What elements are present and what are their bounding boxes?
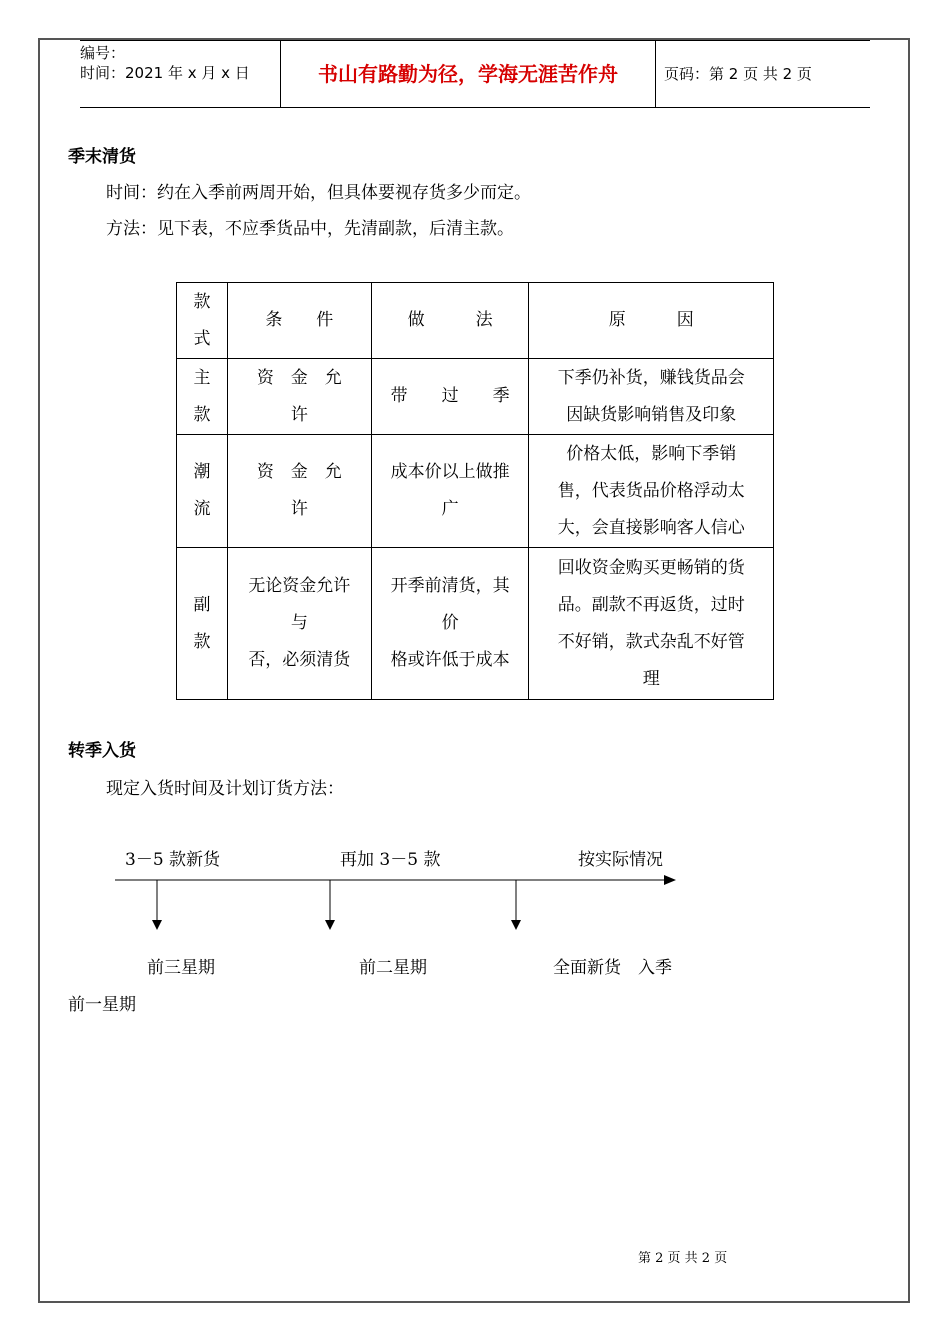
timeline-top-label: 3－5 款新货 bbox=[125, 850, 221, 870]
timeline-tick-arrow bbox=[152, 920, 162, 930]
table-cell: 价格太低，影响下季销 售，代表货品价格浮动太 大，会直接影响客人信心 bbox=[529, 435, 774, 548]
timeline-tick-arrow bbox=[511, 920, 521, 930]
table-header-cell: 做 法 bbox=[371, 283, 529, 359]
timeline-arrowhead bbox=[664, 875, 676, 885]
table-cell: 副 款 bbox=[177, 548, 228, 700]
table-cell: 资 金 允 许 bbox=[227, 435, 371, 548]
timeline-trailing-label: 前一星期 bbox=[68, 995, 136, 1015]
table-cell: 成本价以上做推 广 bbox=[371, 435, 529, 548]
table-cell: 无论资金允许 与 否，必须清货 bbox=[227, 548, 371, 700]
table-cell: 资 金 允 许 bbox=[227, 359, 371, 435]
table-cell: 主 款 bbox=[177, 359, 228, 435]
clearance-method-text: 方法：见下表，不应季货品中，先清副款，后清主款。 bbox=[106, 219, 514, 239]
section-title-clearance: 季末清货 bbox=[68, 147, 136, 167]
header-motto: 书山有路勤为径，学海无涯苦作舟 bbox=[280, 41, 656, 107]
table-header-cell: 款 式 bbox=[177, 283, 228, 359]
timeline-top-label: 再加 3－5 款 bbox=[340, 850, 441, 870]
table-header-cell: 原 因 bbox=[529, 283, 774, 359]
timeline-tick-arrow bbox=[325, 920, 335, 930]
document-date: 时间：2021 年 x 月 x 日 bbox=[80, 64, 250, 82]
timeline-top-label: 按实际情况 bbox=[578, 850, 663, 870]
page-footer: 第 2 页 共 2 页 bbox=[638, 1251, 728, 1266]
restock-intro-text: 现定入货时间及计划订货方法： bbox=[106, 779, 344, 799]
timeline-bottom-label: 全面新货 入季 bbox=[553, 958, 672, 978]
document-number: 编号： bbox=[80, 44, 126, 62]
clearance-time-text: 时间：约在入季前两周开始，但具体要视存货多少而定。 bbox=[106, 183, 531, 203]
table-cell: 带 过 季 bbox=[371, 359, 529, 435]
table-cell: 开季前清货，其 价 格或许低于成本 bbox=[371, 548, 529, 700]
table-header-cell: 条 件 bbox=[227, 283, 371, 359]
table-cell: 回收资金购买更畅销的货 品。副款不再返货，过时 不好销，款式杂乱不好管 理 bbox=[529, 548, 774, 700]
header-page-info: 页码：第 2 页 共 2 页 bbox=[664, 65, 812, 83]
timeline-bottom-label: 前三星期 bbox=[147, 958, 215, 978]
table-cell: 下季仍补货，赚钱货品会 因缺货影响销售及印象 bbox=[529, 359, 774, 435]
timeline-bottom-label: 前二星期 bbox=[359, 958, 427, 978]
table-cell: 潮 流 bbox=[177, 435, 228, 548]
section-title-restock: 转季入货 bbox=[68, 741, 136, 761]
